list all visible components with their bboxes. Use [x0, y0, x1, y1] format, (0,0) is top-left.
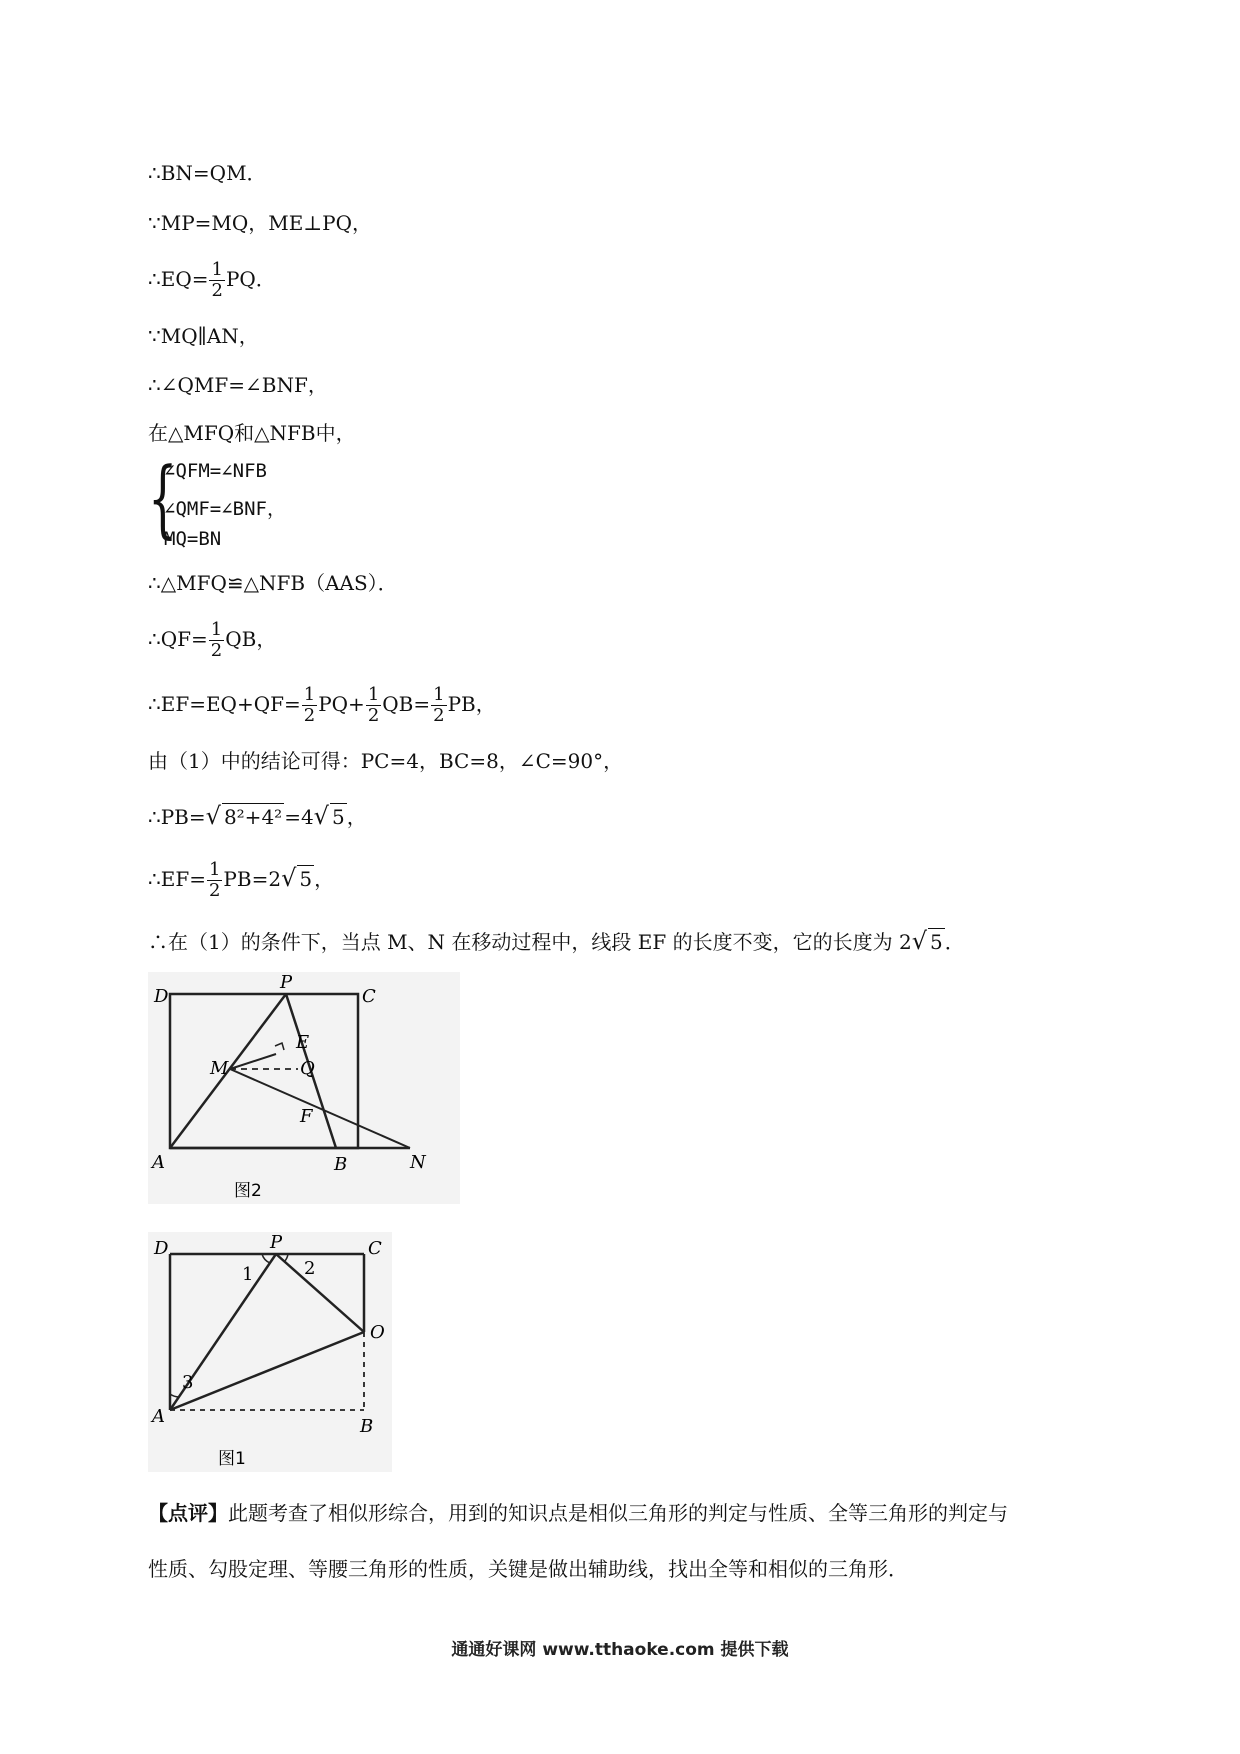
fraction: $\frac{1}{2}$	[367, 684, 380, 726]
label-Q: Q	[300, 1058, 315, 1079]
proof-line-9: ∴EF=EQ+QF= $\frac{1}{2}$ PQ+ $\frac{1}{2}$ QB= $\frac{1}{2}$ PB，	[148, 684, 496, 726]
fraction: $\frac{1}{2}$	[433, 684, 445, 726]
comment-line-1	[148, 1500, 1008, 1526]
proof-line-12: ∴EF= $\frac{1}{2}$ PB=2√ 5 ，	[148, 859, 335, 901]
system-row-2: ∠QMF=∠BNF，	[164, 498, 286, 520]
sqrt: 5	[331, 805, 345, 829]
proof-line-13: ∴在（1）的条件下，当点 M、N 在移动过程中，线段 EF 的长度不变，它的长度为 2√ 5 ．	[148, 927, 965, 955]
sqrt: 5	[930, 930, 943, 954]
system-row-1: ∠QFM=∠NFB	[164, 460, 267, 482]
label-N: N	[410, 1152, 426, 1173]
label-E: E	[296, 1032, 310, 1053]
sqrt: 8²+4²	[223, 805, 283, 829]
page-footer: 通通好课网 www.tthaoke.com 提供下载	[451, 1640, 789, 1660]
label-F: F	[300, 1106, 313, 1127]
left-brace: {	[148, 449, 178, 547]
proof-line-11: ∴PB=√ 8²+4² =4√ 5 ，	[148, 802, 367, 830]
text: PQ．	[225, 267, 276, 291]
proof-line-8: ∴QF= $\frac{1}{2}$ QB，	[148, 619, 277, 661]
angle-label-2: 2	[304, 1258, 316, 1279]
proof-line-5: ∴∠QMF=∠BNF，	[148, 373, 328, 397]
angle-label-1: 1	[242, 1264, 254, 1285]
fraction: $\frac{1}{2}$	[211, 259, 223, 301]
sqrt: 5	[299, 867, 313, 891]
label-M: M	[210, 1058, 229, 1079]
label-D: D	[154, 1238, 169, 1259]
proof-line-1: ∴BN=QM．	[148, 161, 267, 185]
fraction: $\frac{1}{2}$	[303, 684, 316, 726]
label-A: A	[152, 1152, 165, 1173]
proof-line-4: ∵MQ∥AN，	[148, 324, 259, 348]
proof-line-3	[148, 260, 276, 301]
proof-line-10: 由（1）中的结论可得：PC=4，BC=8，∠C=90°，	[148, 749, 624, 773]
label-B: B	[360, 1416, 374, 1437]
fraction: $\frac{1}{2}$	[208, 859, 221, 901]
proof-line-7: ∴△MFQ≌△NFB（AAS）．	[148, 571, 398, 595]
comment-text-1: 此题考查了相似形综合，用到的知识点是相似三角形的判定与性质、全等三角形的判定与	[228, 1501, 1008, 1525]
proof-line-2: ∵MP=MQ，ME⊥PQ，	[148, 211, 373, 235]
fraction: $\frac{1}{2}$	[210, 619, 223, 661]
angle-label-3: 3	[182, 1372, 194, 1393]
figure-2-caption: 图2	[234, 1181, 262, 1201]
text: ∴EQ=	[148, 267, 209, 291]
label-O: O	[370, 1322, 385, 1343]
label-C: C	[362, 986, 376, 1007]
label-B: B	[334, 1154, 348, 1175]
system-row-3: MQ=BN	[164, 528, 222, 550]
proof-line-6: 在△MFQ和△NFB中，	[148, 421, 356, 445]
figure-1-caption: 图1	[218, 1449, 246, 1469]
label-C: C	[368, 1238, 382, 1259]
label-A: A	[152, 1406, 165, 1427]
label-D: D	[154, 986, 169, 1007]
figure-1	[148, 1232, 392, 1472]
figure-2	[148, 972, 460, 1204]
label-P: P	[270, 1232, 283, 1253]
comment-line-2: 性质、勾股定理、等腰三角形的性质，关键是做出辅助线，找出全等和相似的三角形．	[148, 1557, 908, 1581]
comment-tag: 【点评】	[148, 1501, 228, 1525]
label-P: P	[280, 972, 293, 993]
